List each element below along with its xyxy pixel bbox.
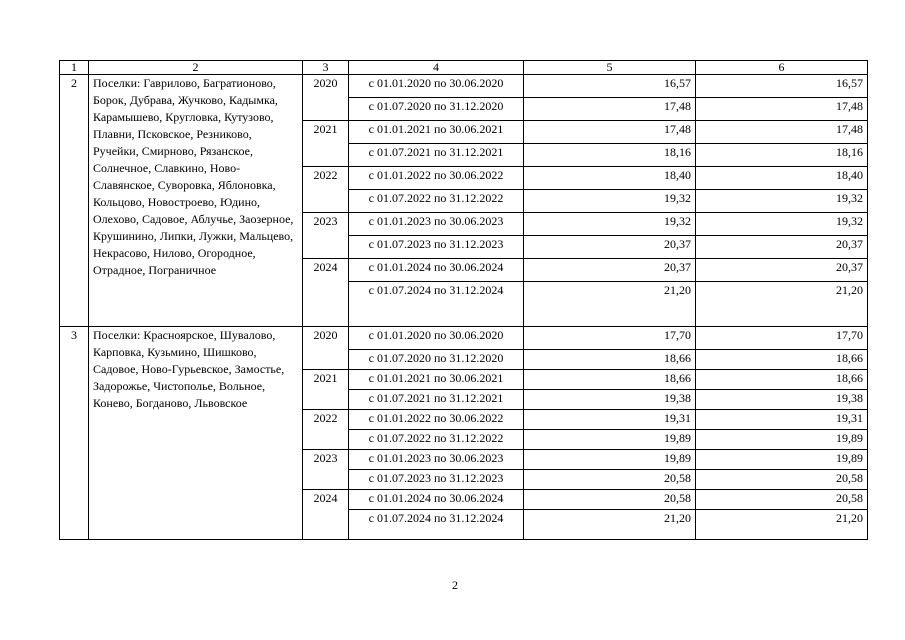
value-col5: 19,38: [524, 390, 696, 410]
year-cell: 2022: [303, 410, 349, 450]
value-col6: 18,40: [696, 167, 868, 190]
value-col5: 18,66: [524, 350, 696, 370]
year-cell: 2023: [303, 213, 349, 259]
value-col5: 17,48: [524, 98, 696, 121]
period-cell: с 01.01.2021 по 30.06.2021: [349, 370, 524, 390]
value-col5: 18,16: [524, 144, 696, 167]
year-cell: 2024: [303, 259, 349, 327]
period-cell: с 01.07.2023 по 31.12.2023: [349, 470, 524, 490]
value-col5: 17,48: [524, 121, 696, 144]
settlements-cell: Поселки: Красноярское, Шувалово, Карповка, Кузьмино, Шишково, Садовое, Ново-Гурьевское, Замостье, Задорожье, Чистополье, Вольное, Конево, Богданово, Львовское: [89, 327, 303, 540]
year-cell: 2023: [303, 450, 349, 490]
period-cell: с 01.07.2020 по 31.12.2020: [349, 350, 524, 370]
period-cell: с 01.01.2024 по 30.06.2024: [349, 259, 524, 282]
value-col5: 20,58: [524, 470, 696, 490]
value-col6: 18,66: [696, 350, 868, 370]
tariff-table: [59, 60, 868, 540]
value-col6: 19,32: [696, 213, 868, 236]
row-number: 2: [60, 75, 89, 327]
value-col5: 19,32: [524, 213, 696, 236]
header-row: [60, 61, 868, 75]
value-col6: 19,38: [696, 390, 868, 410]
year-cell: 2022: [303, 167, 349, 213]
period-cell: с 01.01.2022 по 30.06.2022: [349, 410, 524, 430]
value-col6: 18,16: [696, 144, 868, 167]
value-col6: 19,89: [696, 430, 868, 450]
value-col6: 19,89: [696, 450, 868, 470]
page-number: 2: [452, 578, 458, 592]
value-col6: 20,37: [696, 259, 868, 282]
period-cell: с 01.01.2020 по 30.06.2020: [349, 75, 524, 98]
value-col5: 19,31: [524, 410, 696, 430]
period-cell: с 01.01.2021 по 30.06.2021: [349, 121, 524, 144]
year-cell: 2021: [303, 370, 349, 410]
table-row: [60, 75, 868, 98]
value-col6: 20,58: [696, 490, 868, 510]
value-col6: 20,58: [696, 470, 868, 490]
value-col5: 19,89: [524, 450, 696, 470]
table-row: [60, 327, 868, 350]
period-cell: с 01.01.2023 по 30.06.2023: [349, 450, 524, 470]
value-col6: 17,70: [696, 327, 868, 350]
value-col5: 18,66: [524, 370, 696, 390]
value-col6: 21,20: [696, 510, 868, 540]
period-cell: с 01.07.2024 по 31.12.2024: [349, 510, 524, 540]
value-col5: 21,20: [524, 282, 696, 327]
value-col6: 19,32: [696, 190, 868, 213]
value-col5: 20,37: [524, 259, 696, 282]
year-cell: 2024: [303, 490, 349, 540]
value-col5: 21,20: [524, 510, 696, 540]
header-cell: 3: [303, 61, 349, 75]
value-col6: 17,48: [696, 98, 868, 121]
year-cell: 2020: [303, 75, 349, 121]
period-cell: с 01.07.2024 по 31.12.2024: [349, 282, 524, 327]
value-col5: 19,89: [524, 430, 696, 450]
period-cell: с 01.07.2020 по 31.12.2020: [349, 98, 524, 121]
value-col5: 19,32: [524, 190, 696, 213]
period-cell: с 01.07.2021 по 31.12.2021: [349, 390, 524, 410]
value-col5: 20,58: [524, 490, 696, 510]
value-col6: 16,57: [696, 75, 868, 98]
value-col6: 19,31: [696, 410, 868, 430]
period-cell: с 01.07.2022 по 31.12.2022: [349, 190, 524, 213]
year-cell: 2020: [303, 327, 349, 370]
value-col6: 17,48: [696, 121, 868, 144]
period-cell: с 01.07.2023 по 31.12.2023: [349, 236, 524, 259]
header-cell: 5: [524, 61, 696, 75]
value-col5: 18,40: [524, 167, 696, 190]
value-col6: 20,37: [696, 236, 868, 259]
value-col6: 18,66: [696, 370, 868, 390]
period-cell: с 01.07.2021 по 31.12.2021: [349, 144, 524, 167]
header-cell: 6: [696, 61, 868, 75]
value-col5: 16,57: [524, 75, 696, 98]
period-cell: с 01.01.2024 по 30.06.2024: [349, 490, 524, 510]
period-cell: с 01.01.2022 по 30.06.2022: [349, 167, 524, 190]
year-cell: 2021: [303, 121, 349, 167]
row-number: 3: [60, 327, 89, 540]
header-cell: 1: [60, 61, 89, 75]
settlements-cell: Поселки: Гаврилово, Багратионово, Борок, Дубрава, Жучково, Кадымка, Карамышево, Кругловка, Кутузово, Плавни, Псковское, Резниково, Ручейки, Смирново, Рязанское, Солнечное, Славкино, Ново-Славянское, Суворовка, Яблоновка, Кольцово, Новостроево, Юдино, Олехово, Садовое, Аблучье, Заозерное, Крушинино, Липки, Лужки, Мальцево, Некрасово, Нилово, Огородное, Отрадное, Пограничное: [89, 75, 303, 327]
value-col5: 17,70: [524, 327, 696, 350]
period-cell: с 01.01.2020 по 30.06.2020: [349, 327, 524, 350]
value-col5: 20,37: [524, 236, 696, 259]
period-cell: с 01.07.2022 по 31.12.2022: [349, 430, 524, 450]
header-cell: 4: [349, 61, 524, 75]
value-col6: 21,20: [696, 282, 868, 327]
period-cell: с 01.01.2023 по 30.06.2023: [349, 213, 524, 236]
header-cell: 2: [89, 61, 303, 75]
